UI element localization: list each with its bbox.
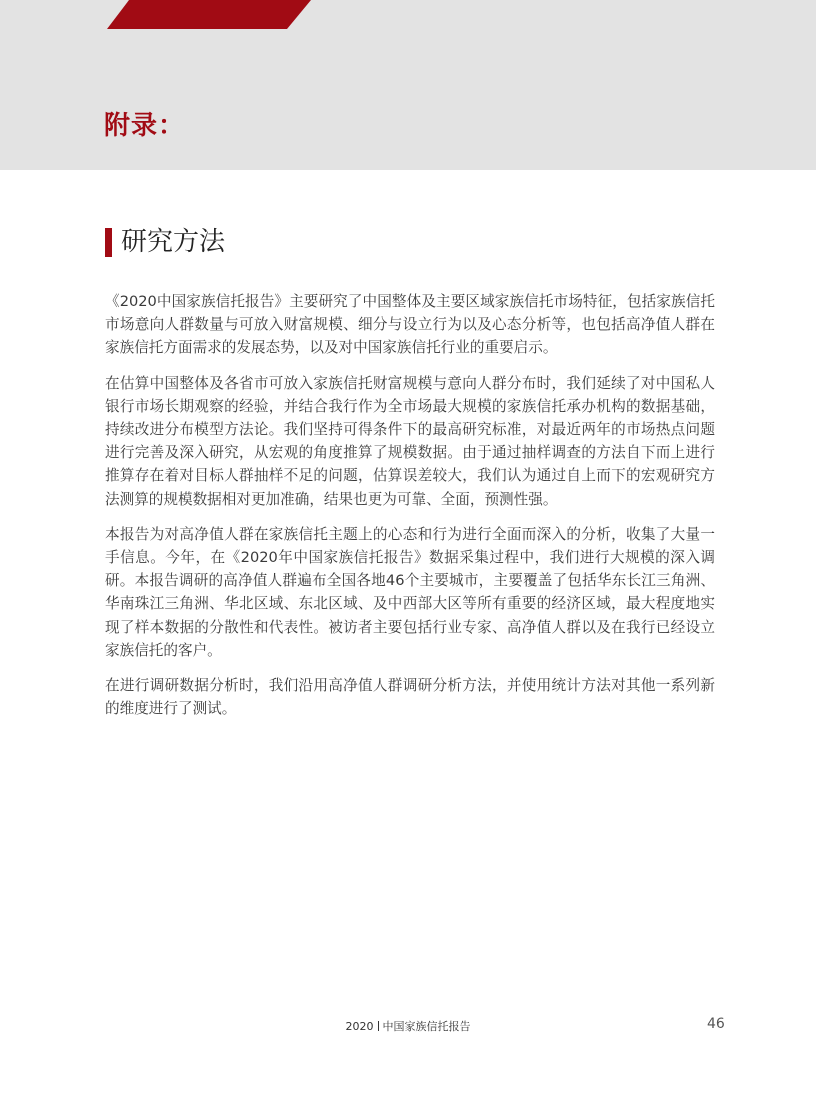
section-heading — [105, 226, 225, 258]
paragraph-survey: 本报告为对高净值人群在家族信托主题上的心态和行为进行全面而深入的分析，收集了大量一手信息。今年，在《2020年中国家族信托报告》数据采集过程中，我们进行大规模的深入调研。本报告调研的高净值人群遍布全国各地46个主要城市，主要覆盖了包括华东长江三角洲、华南珠江三角洲、华北区域、东北区域、及中西部大区等所有重要的经济区域，最大程度地实现了样本数据的分散性和代表性。被访者主要包括行业专家、高净值人群以及在我行已经设立家族信托的客户。 — [105, 525, 715, 659]
body-text — [105, 290, 715, 732]
appendix-title: 附录： — [104, 111, 186, 141]
paragraph-overview: 《2020中国家族信托报告》主要研究了中国整体及主要区域家族信托市场特征，包括家族信托市场意向人群数量与可放入财富规模、细分与设立行为以及心态分析等，也包括高净值人群在家族信托方面需求的发展态势，以及对中国家族信托行业的重要启示。 — [105, 293, 715, 357]
footer-separator — [378, 1021, 379, 1031]
header-accent-shape — [107, 0, 311, 29]
paragraph-estimation: 在估算中国整体及各省市可放入家族信托财富规模与意向人群分布时，我们延续了对中国私人银行市场长期观察的经验，并结合我行作为全市场最大规模的家族信托承办机构的数据基础，持续改进分布模型方法论。我们坚持可得条件下的最高研究标准，对最近两年的市场热点问题进行完善及深入研究，从宏观的角度推算了规模数据。由于通过抽样调查的方法自下而上进行推算存在着对目标人群抽样不足的问题，估算误差较大，我们认为通过自上而下的宏观研究方法测算的规模数据相对更加准确，结果也更为可靠、全面，预测性强。 — [105, 374, 715, 508]
footer-report-label — [0, 1018, 816, 1034]
page-footer — [0, 1016, 816, 1036]
section-title: 研究方法 — [121, 227, 226, 257]
section-marker-bar — [105, 228, 112, 257]
header-band — [0, 0, 816, 170]
page-number: 46 — [707, 1016, 725, 1032]
footer-year: 2020 — [345, 1020, 374, 1033]
footer-report-name: 中国家族信托报告 — [382, 1020, 471, 1033]
paragraph-analysis: 在进行调研数据分析时，我们沿用高净值人群调研分析方法，并使用统计方法对其他一系列新的维度进行了测试。 — [105, 677, 715, 718]
